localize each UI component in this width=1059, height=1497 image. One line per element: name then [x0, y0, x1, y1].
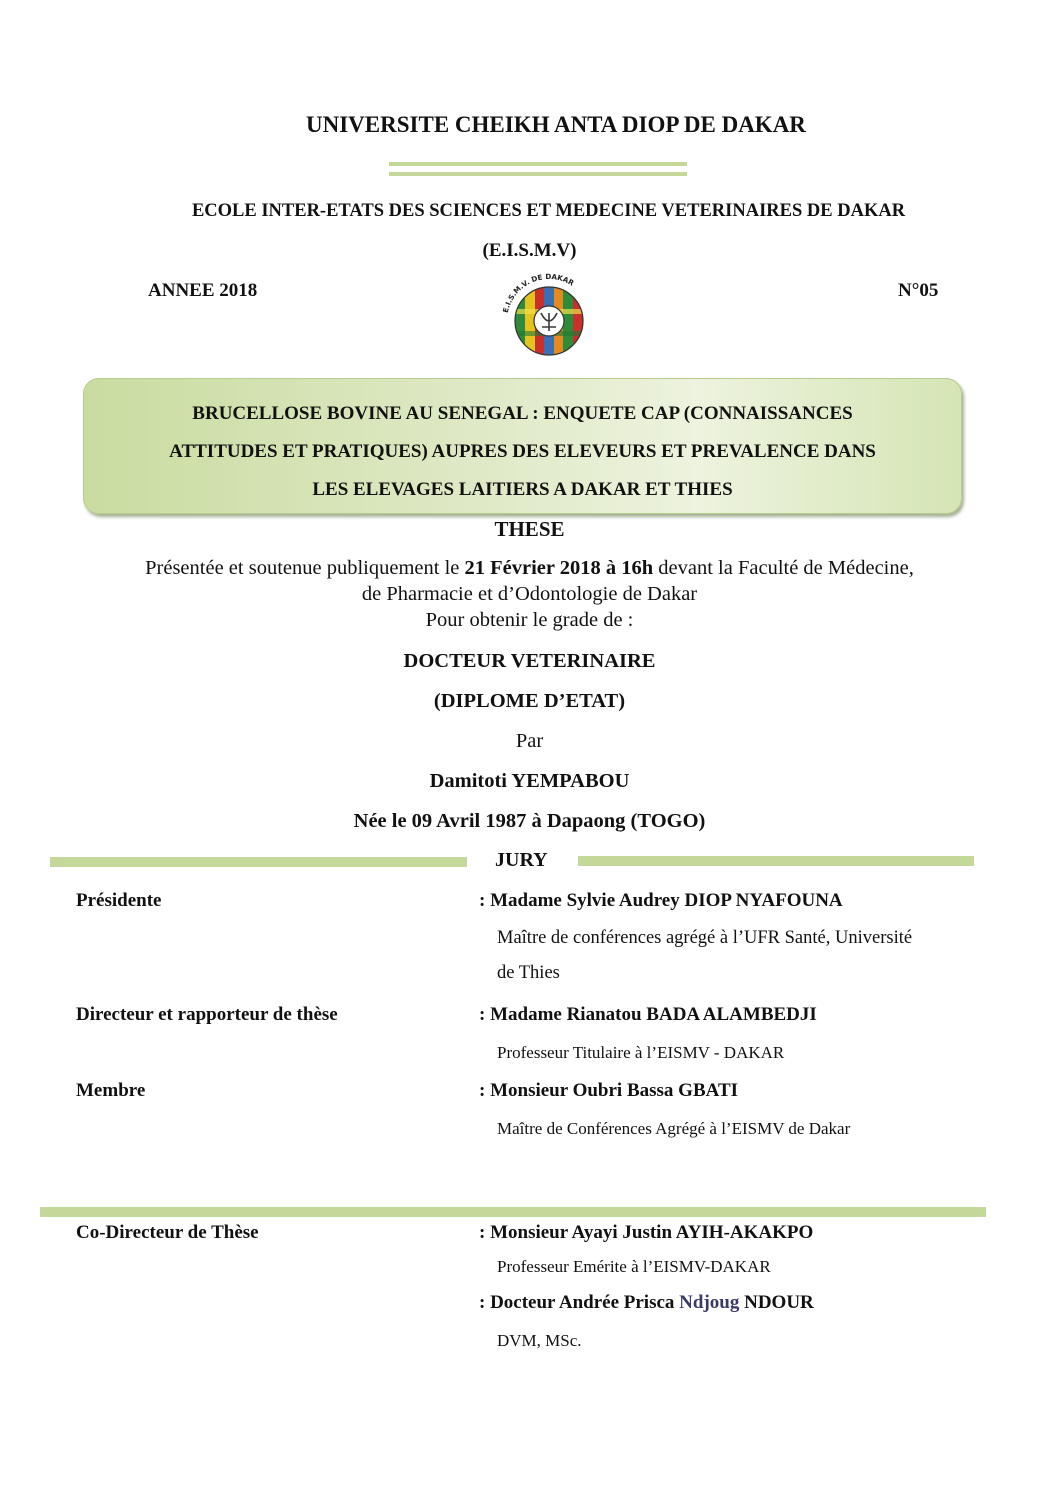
degree-title: DOCTEUR VETERINAIRE — [403, 650, 656, 672]
jury-role-codirector: Co-Directeur de Thèse — [76, 1222, 259, 1243]
presentation-prefix: Présentée et soutenue publiquement le — [145, 557, 465, 579]
header-divider-top — [389, 162, 687, 166]
by-label: Par — [515, 730, 544, 752]
jury-name-member: : Monsieur Oubri Bassa GBATI — [479, 1080, 739, 1101]
school-name: ECOLE INTER-ETATS DES SCIENCES ET MEDECINE VETERINAIRES DE DAKAR — [191, 201, 906, 221]
jury-desc-member: Maître de Conférences Agrégé à l’EISMV de Dakar — [497, 1119, 851, 1138]
logo-top-text: E.I.S.M.V. DE DAKAR — [500, 271, 576, 314]
year-label: ANNEE 2018 — [148, 280, 258, 301]
codirector-2-prefix: : Docteur Andrée Prisca — [479, 1292, 680, 1313]
title-line-3: LES ELEVAGES LAITIERS A DAKAR ET THIES — [312, 479, 733, 500]
jury-desc-codirector-1: Professeur Emérite à l’EISMV-DAKAR — [497, 1257, 771, 1276]
school-acronym: (E.I.S.M.V) — [482, 240, 577, 261]
author-birth: Née le 09 Avril 1987 à Dapaong (TOGO) — [353, 810, 706, 832]
jury-role-president: Présidente — [76, 890, 162, 911]
author-name: Damitoti YEMPABOU — [429, 770, 630, 792]
jury-divider-right — [578, 856, 974, 866]
eismv-logo — [489, 269, 609, 365]
jury-desc-president-1: Maître de conférences agrégé à l’UFR Santé, Université — [497, 928, 913, 948]
title-line-1: BRUCELLOSE BOVINE AU SENEGAL : ENQUETE CAP (CONNAISSANCES — [192, 403, 853, 424]
jury-name-president: : Madame Sylvie Audrey DIOP NYAFOUNA — [479, 890, 843, 911]
faculty-line: de Pharmacie et d’Odontologie de Dakar — [361, 583, 698, 605]
thesis-number: N°05 — [898, 280, 939, 301]
jury-role-member: Membre — [76, 1080, 146, 1101]
codirector-2-suffix: NDOUR — [739, 1292, 814, 1313]
jury-role-director: Directeur et rapporteur de thèse — [76, 1004, 338, 1025]
title-line-2: ATTITUDES ET PRATIQUES) AUPRES DES ELEVEURS ET PREVALENCE DANS — [169, 441, 876, 462]
thesis-title-box — [83, 378, 962, 514]
university-name: UNIVERSITE CHEIKH ANTA DIOP DE DAKAR — [306, 112, 806, 137]
header-divider-bottom — [389, 172, 687, 176]
jury-name-director: : Madame Rianatou BADA ALAMBEDJI — [479, 1004, 817, 1025]
codirector-2-middle: Ndjoug — [679, 1292, 740, 1313]
jury-desc-codirector-2: DVM, MSc. — [497, 1331, 582, 1350]
defense-date: 21 Février 2018 à 16h — [464, 557, 654, 579]
diploma-type: (DIPLOME D’ETAT) — [433, 690, 626, 712]
codirection-divider — [40, 1207, 986, 1217]
jury-name-codirector-1: : Monsieur Ayayi Justin AYIH-AKAKPO — [479, 1222, 814, 1243]
jury-name-codirector-2 — [479, 1292, 814, 1314]
thesis-label: THESE — [494, 517, 565, 541]
presentation-suffix: devant la Faculté de Médecine, — [653, 557, 914, 579]
jury-desc-president-2: de Thies — [497, 963, 560, 983]
jury-desc-director: Professeur Titulaire à l’EISMV - DAKAR — [497, 1043, 785, 1062]
presentation-line — [0, 557, 1059, 580]
jury-label: JURY — [495, 849, 548, 871]
jury-divider-left — [50, 857, 467, 867]
grade-intro: Pour obtenir le grade de : — [425, 609, 634, 631]
